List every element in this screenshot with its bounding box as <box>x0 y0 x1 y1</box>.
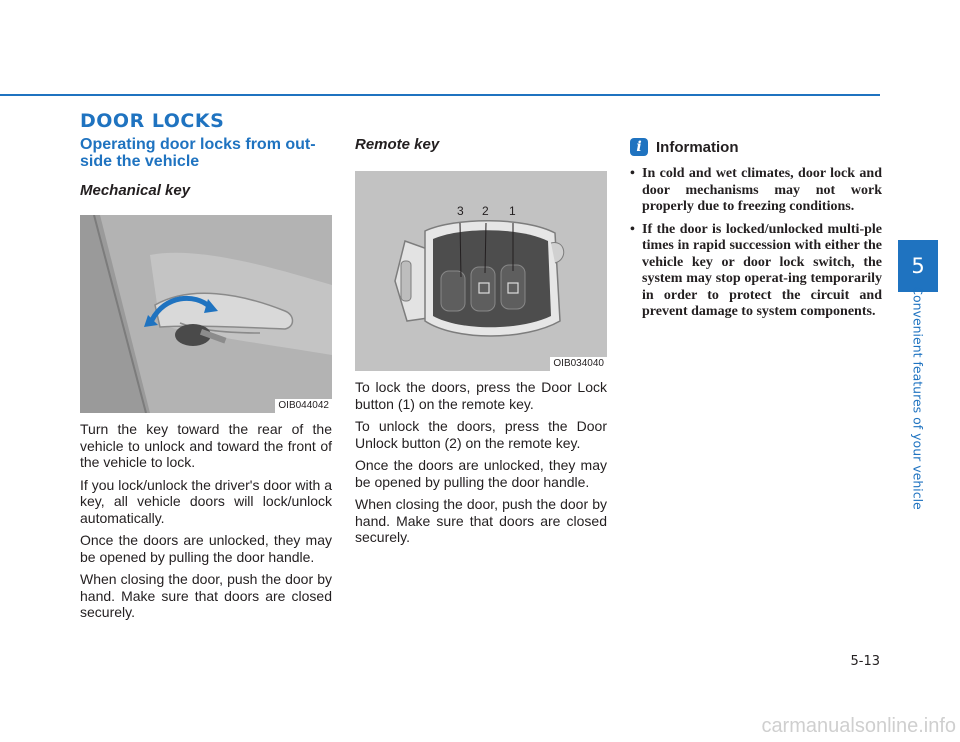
chapter-title: Convenient features of your vehicle <box>910 286 926 510</box>
mechanical-key-heading: Mechanical key <box>80 182 191 199</box>
list-item: • In cold and wet climates, door lock and door mechanisms may not work properly due to freezing conditions. <box>630 166 882 216</box>
door-handle-key-figure <box>80 215 332 413</box>
column-mechanical-key <box>80 136 332 627</box>
remote-key-figure <box>355 171 607 371</box>
watermark: carmanualsonline.info <box>761 715 956 737</box>
column-information <box>630 136 882 327</box>
door-handle-illustration <box>80 215 332 413</box>
subheading <box>80 136 332 170</box>
callout-2: 2 <box>482 204 489 218</box>
paragraph: To lock the doors, press the Door Lock button (1) on the remote key. <box>355 379 607 412</box>
paragraph: To unlock the doors, press the Door Unlock button (2) on the remote key. <box>355 418 607 451</box>
column-remote-key <box>355 136 607 552</box>
callout-1: 1 <box>509 204 516 218</box>
paragraph: When closing the door, push the door by hand. Make sure that doors are closed securely. <box>80 571 332 620</box>
remote-key-heading: Remote key <box>355 136 440 153</box>
info-icon: i <box>630 138 648 156</box>
list-item: • If the door is locked/unlocked multi-ple times in rapid succession with either the vehicle key or door lock switch, the system may stop operat-ing temporarily in order to protect the circuit and prevent damage to system components. <box>630 222 882 321</box>
information-list <box>630 166 882 321</box>
section-title: DOOR LOCKS <box>80 110 225 132</box>
remote-key-illustration <box>355 171 607 371</box>
paragraph: Turn the key toward the rear of the vehicle to unlock and toward the front of the vehicle to lock. <box>80 421 332 470</box>
paragraph: Once the doors are unlocked, they may be opened by pulling the door handle. <box>355 457 607 490</box>
callout-3: 3 <box>457 204 464 218</box>
subheading-line-1: Operating door locks from out- <box>80 136 316 153</box>
chapter-tab: 5 <box>898 240 938 292</box>
figure-code: OIB044042 <box>275 399 332 413</box>
information-header <box>630 138 882 156</box>
figure-code: OIB034040 <box>550 357 607 371</box>
paragraph: When closing the door, push the door by hand. Make sure that doors are closed securely. <box>355 496 607 545</box>
paragraph: If you lock/unlock the driver's door with a key, all vehicle doors will lock/unlock automatically. <box>80 476 332 526</box>
page-number: 5-13 <box>850 654 880 669</box>
information-title: Information <box>656 138 739 156</box>
subheading-line-2: side the vehicle <box>80 153 200 170</box>
paragraph: Once the doors are unlocked, they may be opened by pulling the door handle. <box>80 532 332 565</box>
header-rule <box>0 94 880 96</box>
